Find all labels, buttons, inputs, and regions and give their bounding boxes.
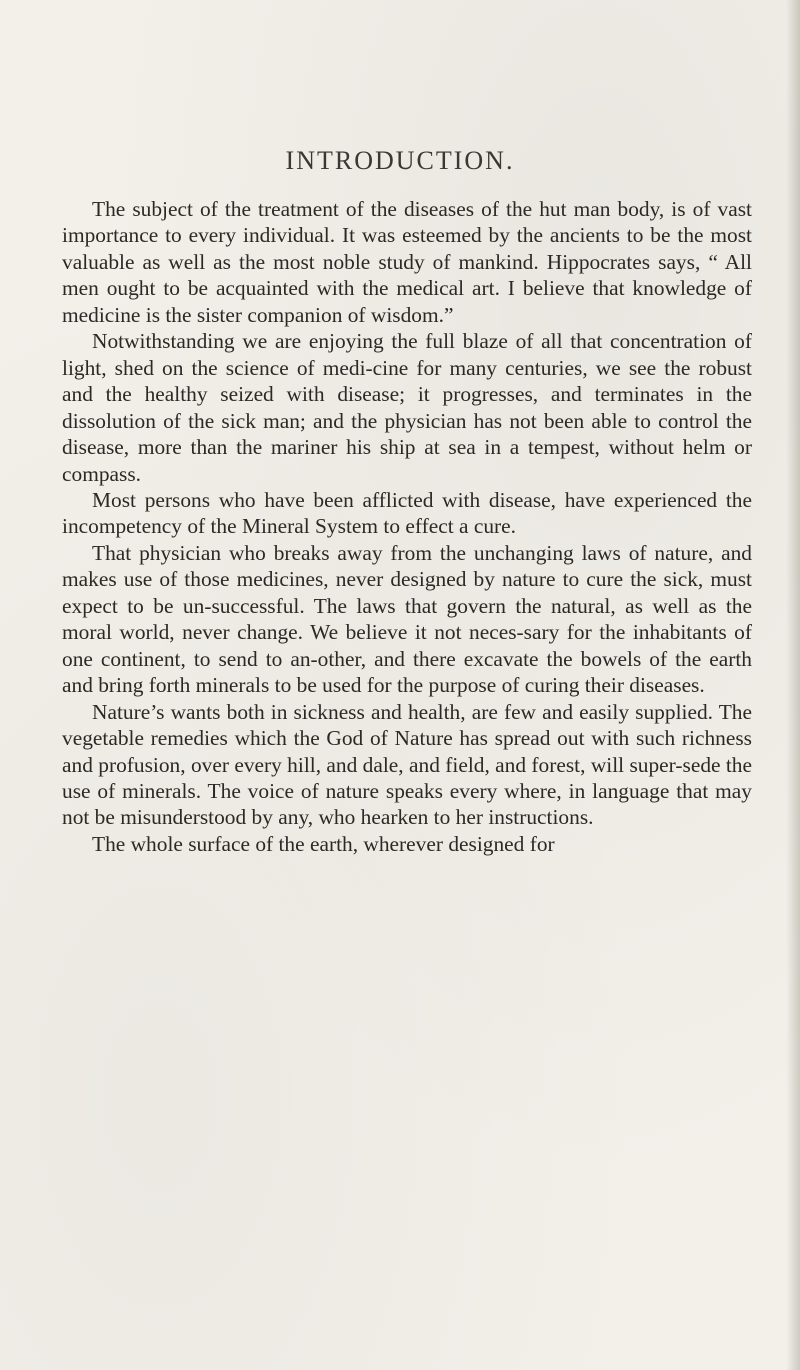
chapter-heading: INTRODUCTION. xyxy=(285,146,515,175)
paragraph: Nature’s wants both in sickness and health, are few and easily supplied. The vegetable remedies which the God of Nature has spread out with such richness and profusion, over every hill, and dale, and field, and forest, will super-sede the use of minerals. The voice of nature speaks every where, in language that may not be misunderstood by any, who hearken to her instructions. xyxy=(62,699,752,830)
paragraph: The subject of the treatment of the diseases of the hut man body, is of vast importance to every individual. It was esteemed by the ancients to be the most valuable as well as the most noble study of mankind. Hippocrates says, “ All men ought to be acquainted with the medical art. I believe that knowledge of medicine is the sister companion of wisdom.” xyxy=(62,197,752,327)
body-text xyxy=(62,196,752,857)
page-edge-shadow xyxy=(786,0,800,1370)
paragraph: The whole surface of the earth, wherever designed for xyxy=(92,831,555,856)
paragraph: That physician who breaks away from the unchanging laws of nature, and makes use of those medicines, never designed by nature to cure the sick, must expect to be un-successful. The laws that govern the natural, as well as the moral world, never change. We believe it not neces-sary for the inhabitants of one continent, to send to an-other, and there excavate the bowels of the earth and bring forth minerals to be used for the purpose of curing their diseases. xyxy=(62,540,752,698)
paragraph: Most persons who have been afflicted with disease, have experienced the incompetency of the Mineral System to effect a cure. xyxy=(62,487,752,539)
paragraph: Notwithstanding we are enjoying the full blaze of all that concentration of light, shed on the science of medi-cine for many centuries, we see the robust and the healthy seized with disease; it progresses, and terminates in the dissolution of the sick man; and the physician has not been able to control the disease, more than the mariner his ship at sea in a tempest, without helm or compass. xyxy=(62,329,752,486)
